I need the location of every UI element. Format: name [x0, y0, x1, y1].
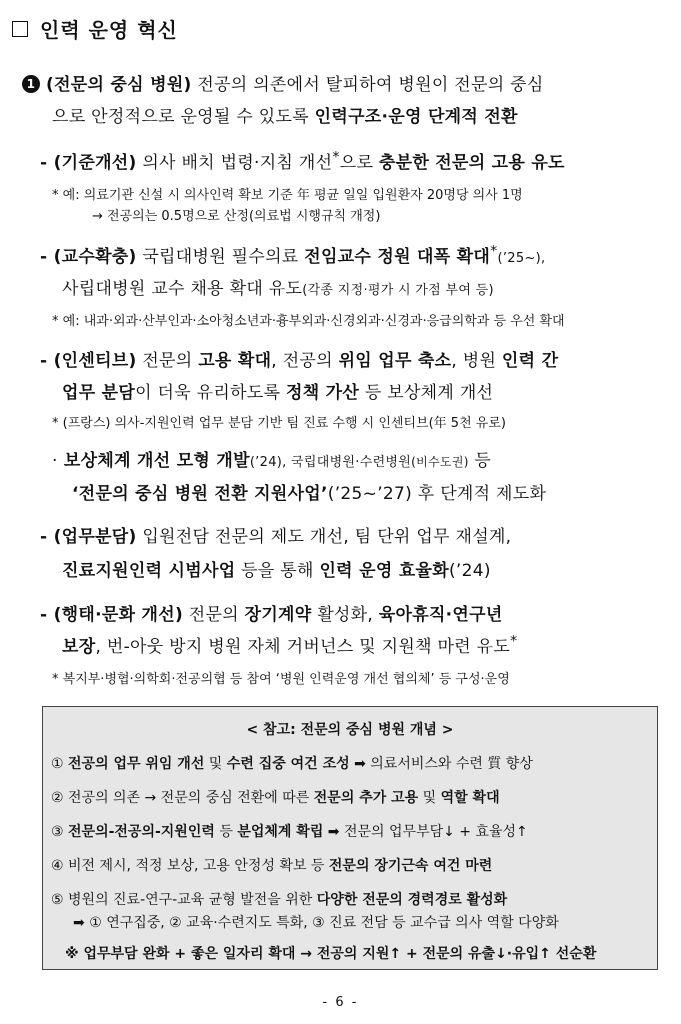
- checkbox-square-icon: [12, 21, 28, 37]
- reference-box: [42, 706, 658, 970]
- bullet-task-division-line2: 진료지원인력 시범사업 등을 통해 인력 운영 효율화(’24): [62, 561, 491, 581]
- page-number: - 6 -: [322, 995, 359, 1010]
- note-b2-1: * 예: 내과·외과·산부인과·소아청소년과·흉부외과·신경외과·신경과·응급의학과 등 우선 확대: [52, 314, 565, 329]
- bullet-culture-improvement-line2: 보장, 번-아웃 방지 병원 자체 거버넌스 및 지원책 마련 유도*: [62, 633, 518, 657]
- bullet-task-division: - (업무분담) 입원전담 전문의 제도 개선, 팀 단위 업무 재설계,: [40, 527, 512, 547]
- arrow-right-icon: ➡: [73, 915, 90, 931]
- bullet-incentive-line2: 업무 분담이 더욱 유리하도록 정책 가산 등 보상체계 개선: [62, 383, 494, 403]
- concept-row-1: ① 전공의 업무 위임 개선 및 수련 집중 여건 조성 ➡ 의료서비스와 수련 質 향상: [51, 756, 533, 772]
- concept-row-2: ② 전공의 의존 → 전문의 중심 전환에 따른 전문의 추가 고용 및 역할 확대: [51, 790, 500, 806]
- bullet-incentive: - (인센티브) 전문의 고용 확대, 전공의 위임 업무 축소, 병원 인력 간: [40, 351, 559, 371]
- concept-row-4: ④ 비전 제시, 적정 보상, 고용 안정성 확보 등 전문의 장기근속 여건 마련: [51, 858, 493, 874]
- item-number-badge: 1: [22, 75, 40, 93]
- concept-row-3: ③ 전문의-전공의-지원인력 등 분업체계 확립 ➡ 전문의 업무부담↓ + 효율성↑: [51, 824, 528, 840]
- item1-label: (전문의 중심 병원): [46, 75, 192, 95]
- arrow-right-icon: ➡: [323, 824, 344, 840]
- item1-line2: 으로 안정적으로 운영될 수 있도록 인력구조·운영 단계적 전환: [52, 107, 518, 127]
- concept-row-5-detail: ➡ ① 연구집중, ② 교육·수련지도 특화, ③ 진료 전담 등 교수급 의사 역할 다양화: [73, 915, 559, 931]
- note-b5-1: * 복지부·병협·의학회·전공의협 등 참여 ‘병원 인력운영 개선 협의체’ 등 구성·운영: [52, 672, 510, 687]
- concept-summary: ※ 업무부담 완화 + 좋은 일자리 확대 → 전공의 지원↑ + 전문의 유출↓·유입↑ 선순환: [65, 946, 597, 962]
- note-b1-1: * 예: 의료기관 신설 시 의사인력 확보 기준 年 평균 일일 입원환자 20명당 의사 1명: [52, 188, 523, 203]
- sub-bullet-compensation: · 보상체계 개선 모형 개발(’24), 국립대병원·수련병원(비수도권) 등: [52, 451, 492, 471]
- arrow-right-icon: ➡: [349, 756, 371, 772]
- note-b1-2: → 전공의는 0.5명으로 산정(의료법 시행규칙 개정): [92, 209, 381, 224]
- bullet-professor-expansion: - (교수확충) 국립대병원 필수의료 전임교수 정원 대폭 확대*(’25~),: [40, 243, 546, 267]
- section-title-text: 인력 운영 혁신: [40, 18, 178, 42]
- reference-box-title: < 참고: 전문의 중심 병원 개념 >: [246, 722, 454, 738]
- bullet-standard-improvement: - (기준개선) 의사 배치 법령·지침 개선*으로 충분한 전문의 고용 유도: [40, 149, 565, 173]
- note-b3-1: * (프랑스) 의사-지원인력 업무 분담 기반 팀 진료 수행 시 인센티브(年 5천 유로): [52, 416, 506, 431]
- section-heading: [12, 14, 178, 43]
- bullet-professor-expansion-line2: 사립대병원 교수 채용 확대 유도(각종 지정·평가 시 가점 부여 등): [62, 279, 494, 299]
- concept-row-5: ⑤ 병원의 진료-연구-교육 균형 발전을 위한 다양한 전문의 경력경로 활성화: [51, 892, 508, 908]
- item1-line1: 1 (전문의 중심 병원) 전공의 의존에서 탈피하여 병원이 전문의 중심: [22, 70, 544, 95]
- bullet-culture-improvement: - (행태·문화 개선) 전문의 장기계약 활성화, 육아휴직·연구년: [40, 605, 503, 625]
- sub-bullet-compensation-line2: ‘전문의 중심 병원 전환 지원사업’(’25~’27) 후 단계적 제도화: [72, 484, 547, 504]
